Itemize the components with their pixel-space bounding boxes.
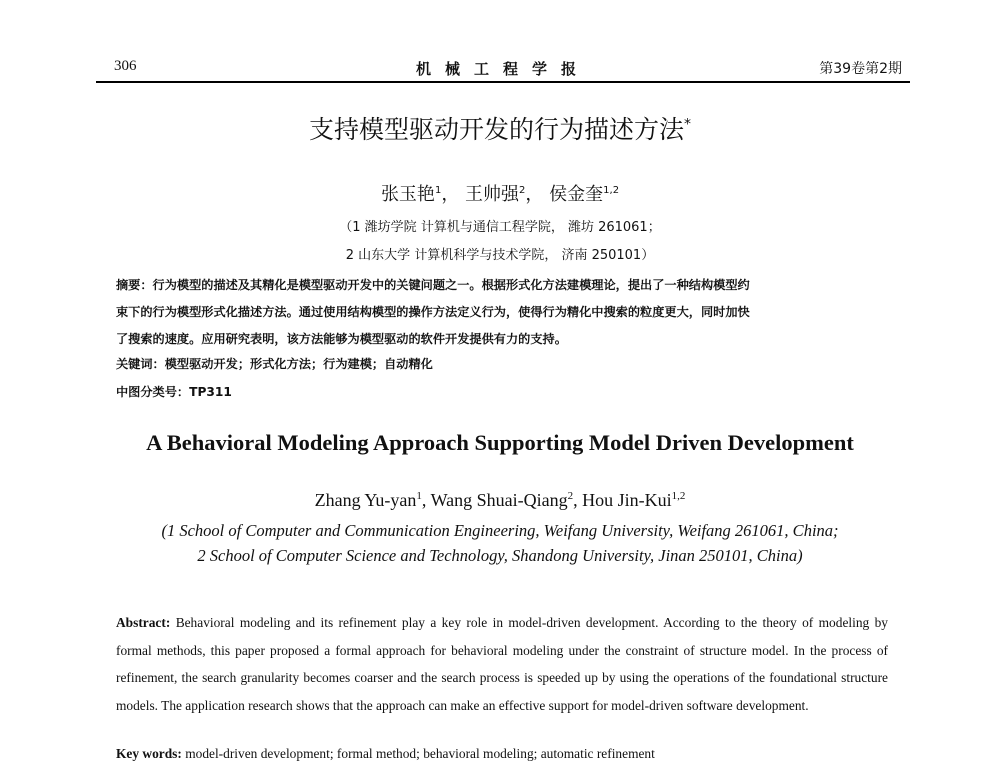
english-abstract bbox=[116, 609, 888, 719]
keywords-text: model-driven development; formal method; behavioral modeling; automatic refinement bbox=[185, 746, 655, 761]
author-affiliation-mark: 2 bbox=[519, 185, 526, 196]
abstract-label: Abstract: bbox=[116, 615, 171, 630]
english-authors bbox=[0, 490, 1000, 511]
author-separator: , bbox=[421, 490, 431, 510]
author-name: Wang Shuai-Qiang bbox=[430, 490, 568, 510]
chinese-abstract bbox=[116, 272, 896, 353]
chinese-abstract-line: 了搜索的速度。应用研究表明，该方法能够为模型驱动的软件开发提供有力的支持。 bbox=[116, 332, 567, 346]
author-separator: ， bbox=[441, 184, 460, 205]
page-number: 306 bbox=[114, 58, 137, 74]
author-name: 王帅强 bbox=[465, 184, 520, 205]
author-name: Hou Jin-Kui bbox=[582, 490, 672, 510]
running-head bbox=[96, 58, 910, 82]
chinese-affiliation-1: （1 潍坊学院 计算机与通信工程学院， 潍坊 261061； bbox=[339, 220, 661, 235]
chinese-authors bbox=[0, 180, 1000, 206]
author-affiliation-mark: 1,2 bbox=[603, 185, 620, 196]
author-affiliation-mark: 2 bbox=[567, 490, 574, 502]
chinese-abstract-line: 摘要：行为模型的描述及其精化是模型驱动开发中的关键问题之一。根据形式化方法建模理论，提出了一种结构模型约 bbox=[116, 278, 750, 292]
issue-label: 第39卷第2期 bbox=[819, 61, 902, 77]
author-name: 张玉艳 bbox=[380, 184, 435, 205]
chinese-affiliation-2: 2 山东大学 计算机科学与技术学院， 济南 250101） bbox=[345, 248, 655, 263]
author-name: 侯金奎 bbox=[549, 184, 604, 205]
classification-number: 中图分类号：TP311 bbox=[116, 385, 232, 399]
author-affiliation-mark: 1,2 bbox=[671, 490, 686, 502]
author-separator: , bbox=[573, 490, 583, 510]
chinese-abstract-line: 束下的行为模型形式化描述方法。通过使用结构模型的操作方法定义行为，使得行为精化中搜索的粒度更大，同时加快 bbox=[116, 305, 750, 319]
header-rule bbox=[96, 81, 910, 83]
chinese-title bbox=[0, 110, 1000, 146]
english-affiliation-1: (1 School of Computer and Communication Engineering, Weifang University, Weifang 261061, China; bbox=[161, 521, 839, 540]
chinese-title-text: 支持模型驱动开发的行为描述方法 bbox=[308, 115, 684, 144]
abstract-text: Behavioral modeling and its refinement play a key role in model-driven development. According to the theory of modeling by formal methods, this paper proposed a formal approach for behavioral modeling under the constraint of structure model. In the process of refinement, the search granularity becomes coarser and the search process is speeded up by using the operations of the foundational structure models. The application research shows that the approach can make an effective support for model-driven software development. bbox=[116, 615, 888, 713]
chinese-keywords: 关键词：模型驱动开发；形式化方法；行为建模；自动精化 bbox=[116, 357, 433, 371]
english-title: A Behavioral Modeling Approach Supporting Model Driven Development bbox=[146, 430, 854, 455]
author-affiliation-mark: 1 bbox=[416, 490, 422, 502]
english-affiliation-2: 2 School of Computer Science and Technology, Shandong University, Jinan 250101, China) bbox=[197, 546, 803, 565]
author-name: Zhang Yu-yan bbox=[314, 490, 417, 510]
author-affiliation-mark: 1 bbox=[434, 185, 442, 196]
journal-name: 机械工程学报 bbox=[415, 60, 590, 78]
keywords-label: Key words: bbox=[116, 746, 182, 761]
author-separator: ， bbox=[525, 184, 544, 205]
title-footnote-mark: * bbox=[684, 116, 691, 133]
